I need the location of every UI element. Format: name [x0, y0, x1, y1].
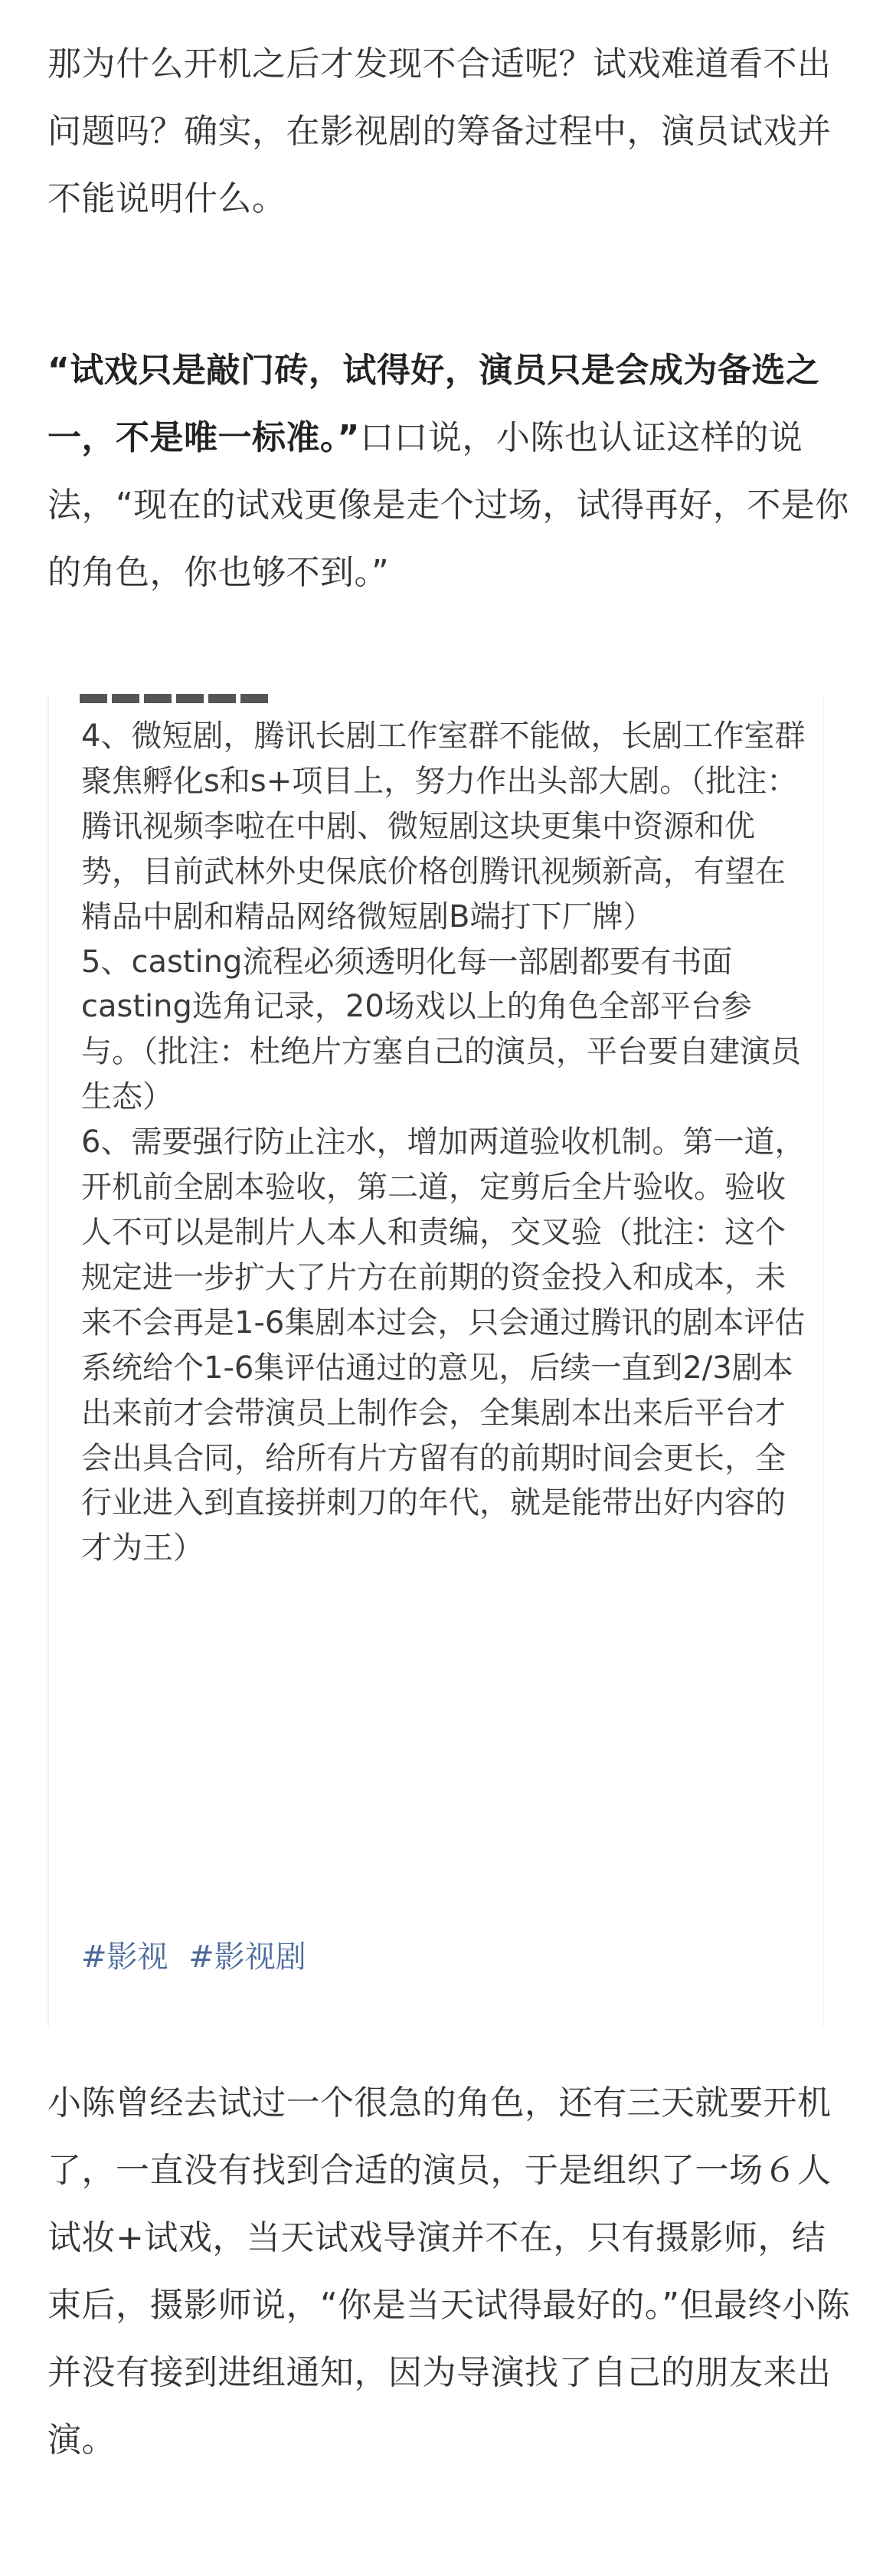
notice-item-5: 5、casting流程必须透明化每一部剧都要有书面casting选角记录，20场戏以上的角色全部平台参与。（批注：杜绝片方塞自己的演员，平台要自建演员生态）: [81, 944, 801, 1115]
article-paragraph-1: 那为什么开机之后才发现不合适呢？试戏难道看不出问题吗？确实，在影视剧的筹备过程中，演员试戏并不能说明什么。: [47, 44, 832, 218]
hashtag-row: [81, 1935, 317, 1979]
hashtag-link[interactable]: #影视剧: [188, 1939, 306, 1975]
notice-item-6: 6、需要强行防止注水，增加两道验收机制。第一道，开机前全剧本验收，第二道，定剪后全片验收。验收人不可以是制片人本人和责编，交叉验（批注：这个规定进一步扩大了片方在前期的资金投入和成本，未来不会再是1-6集剧本过会，只会通过腾讯的剧本评估系统给个1-6集评估通过的意见，后续一直到2/3剧本出来前才会带演员上制作会，全集剧本出来后平台才会出具合同，给所有片方留有的前期时间会更长，全行业进入到直接拼刺刀的年代，就是能带出好内容的才为王）: [81, 1124, 806, 1566]
notice-item-4: 4、微短剧，腾讯长剧工作室群不能做，长剧工作室群聚焦孵化s和s+项目上，努力作出头部大剧。（批注：腾讯视频李啦在中剧、微短剧这块更集中资源和优势，目前武林外史保底价格创腾讯视频新高，有望在精品中剧和精品网络微短剧B端打下厂牌）: [81, 718, 806, 934]
article-paragraph-2: [47, 337, 852, 607]
hashtag-link[interactable]: #影视: [81, 1939, 168, 1975]
cropped-text-line: [80, 694, 309, 705]
quote-bold: “试戏只是敲门砖，试得好，演员只是会成为备选之一，不是唯一标准。”: [47, 351, 820, 457]
notice-text: [81, 714, 809, 1571]
paragraph-2-text: 口口说，小陈也认证这样的说法，“现在的试戏更像是走个过场，试得再好，不是你的角色，你也够不到。”: [47, 418, 849, 592]
embedded-screenshot: [47, 694, 824, 2027]
article-paragraph-3: 小陈曾经去试过一个很急的角色，还有三天就要开机了，一直没有找到合适的演员，于是组织了一场６人试妆+试戏，当天试戏导演并不在，只有摄影师，结束后，摄影师说，“你是当天试得最好的。”但最终小陈并没有接到进组通知，因为导演找了自己的朋友来出演。: [47, 2083, 851, 2460]
